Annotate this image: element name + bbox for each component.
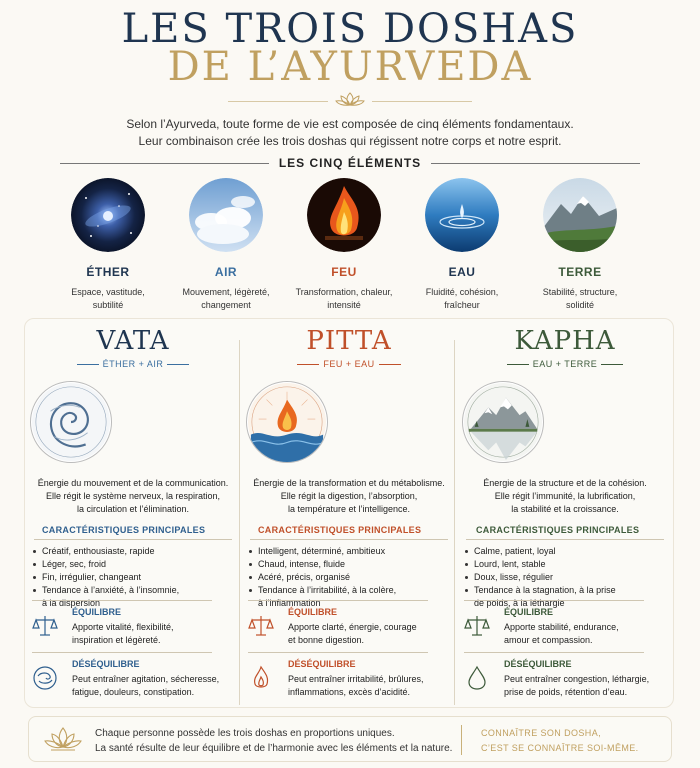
footer-text: [95, 726, 452, 756]
dosha-intro: [246, 477, 452, 516]
lotus-icon: [43, 725, 83, 753]
imbalance-line: Peut entraîner irritabilité, brûlures,: [288, 674, 424, 684]
dosha-intro-line: Elle régit le système nerveux, la respiration,: [45, 491, 221, 501]
dosha-name: PITTA: [306, 326, 392, 356]
dosha-name: VATA: [96, 326, 170, 356]
intro-line-2: Leur combinaison crée les trois doshas qui régissent notre corps et notre esprit.: [138, 134, 562, 148]
element-name: TERRE: [558, 265, 602, 279]
balance-title: ÉQUILIBRE: [288, 607, 338, 617]
characteristics-title: CARACTÉRISTIQUES PRINCIPALES: [42, 525, 206, 535]
balance-text: [72, 621, 222, 647]
list-item: Créatif, enthousiaste, rapide: [30, 545, 236, 558]
dosha-intro-line: Elle régit la digestion, l’absorption,: [280, 491, 418, 501]
list-item: Tendance à la stagnation, à la prise: [462, 584, 668, 597]
balance-text: [504, 621, 654, 647]
water-drop-icon: [425, 178, 499, 252]
imbalance-line: inflammations, excès d’acidité.: [288, 687, 411, 697]
list-item: Lourd, lent, stable: [462, 558, 668, 571]
element-desc: [400, 286, 524, 312]
characteristics-title: CARACTÉRISTIQUES PRINCIPALES: [476, 525, 640, 535]
dosha-name: KAPHA: [514, 326, 616, 356]
element-desc-line: Stabilité, structure,: [542, 287, 618, 297]
imbalance-text: [288, 673, 438, 699]
scale-icon: [464, 613, 490, 639]
element-desc-line: Fluidité, cohésion,: [425, 287, 499, 297]
footer-banner: [28, 716, 672, 762]
list-item: Doux, lisse, régulier: [462, 571, 668, 584]
balance-line: Apporte stabilité, endurance,: [504, 622, 619, 632]
element-water: [400, 178, 524, 312]
column-divider: [454, 340, 455, 705]
air-clouds-icon: [189, 178, 263, 252]
imbalance-title: DÉSÉQUILIBRE: [504, 659, 572, 669]
element-desc: [164, 286, 288, 312]
imbalance-line: Peut entraîner agitation, sécheresse,: [72, 674, 220, 684]
dosha-intro-line: Énergie de la transformation et du métabolisme.: [253, 478, 445, 488]
element-fire: [282, 178, 406, 312]
footer-line: Chaque personne possède les trois doshas en proportions uniques.: [95, 728, 395, 739]
imbalance-line: prise de poids, rétention d’eau.: [504, 687, 628, 697]
footer-line: La santé résulte de leur équilibre et de l’harmonie avec les éléments et la nature.: [95, 743, 453, 754]
kapha-balance: [464, 600, 644, 650]
dosha-intro-line: Énergie de la structure et de la cohésion.: [483, 478, 647, 488]
flame-water-icon: [246, 381, 328, 463]
title-divider-left: [228, 101, 328, 102]
list-item-continuation: à la dispersion: [42, 598, 101, 608]
scale-icon: [248, 613, 274, 639]
balance-title: ÉQUILIBRE: [504, 607, 554, 617]
column-divider: [239, 340, 240, 705]
elements-section-header: [60, 156, 640, 170]
balance-line: amour et compassion.: [504, 635, 593, 645]
pitta-balance: [248, 600, 428, 650]
dosha-intro-line: la circulation et l’élimination.: [76, 504, 190, 514]
water-drop-outline-icon: [464, 665, 490, 691]
element-name: ÉTHER: [86, 265, 130, 279]
list-item-continuation: à l’inflammation: [258, 598, 321, 608]
page-title-line2: DE L’AYURVEDA: [167, 44, 533, 90]
list-item: Intelligent, déterminé, ambitieux: [246, 545, 452, 558]
page-title-line1: LES TROIS DOSHAS: [121, 6, 579, 52]
element-desc-line: intensité: [327, 300, 361, 310]
dosha-elements-label: FEU + EAU: [323, 359, 375, 369]
element-desc: [518, 286, 642, 312]
dosha-intro-line: la température et l’intelligence.: [287, 504, 411, 514]
divider: [34, 539, 232, 540]
dosha-vata: [30, 326, 236, 610]
kapha-imbalance: [464, 652, 650, 706]
imbalance-title: DÉSÉQUILIBRE: [72, 659, 140, 669]
ether-galaxy-icon: [71, 178, 145, 252]
element-desc-line: solidité: [565, 300, 594, 310]
list-item: Tendance à l’irritabilité, à la colère,: [246, 584, 452, 597]
list-item: Léger, sec, froid: [30, 558, 236, 571]
dosha-intro-line: la stabilité et la croissance.: [511, 504, 619, 514]
dosha-elements: [246, 359, 452, 371]
footer-tagline: [481, 726, 639, 756]
elements-section-title: LES CINQ ÉLÉMENTS: [269, 156, 431, 170]
divider: [250, 539, 448, 540]
lotus-icon: [332, 91, 368, 107]
element-desc-line: fraîcheur: [444, 300, 480, 310]
characteristics-title: CARACTÉRISTIQUES PRINCIPALES: [258, 525, 422, 535]
dosha-pitta: [246, 326, 452, 610]
imbalance-text: [72, 673, 222, 699]
elements-row: [40, 178, 660, 308]
scale-icon: [32, 613, 58, 639]
dosha-elements: [30, 359, 236, 371]
imbalance-line: Peut entraîner congestion, léthargie,: [504, 674, 650, 684]
element-desc-line: Espace, vastitude,: [71, 287, 145, 297]
fire-flame-icon: [307, 178, 381, 252]
element-air: [164, 178, 288, 312]
element-ether: [46, 178, 170, 312]
footer-separator: [461, 725, 462, 755]
intro-line-1: Selon l’Ayurveda, toute forme de vie est composée de cinq éléments fondamentaux.: [126, 117, 574, 131]
balance-line: et bonne digestion.: [288, 635, 365, 645]
balance-line: Apporte clarté, énergie, courage: [288, 622, 417, 632]
imbalance-text: [504, 673, 654, 699]
element-desc: [46, 286, 170, 312]
dosha-elements-label: ÉTHER + AIR: [102, 359, 164, 369]
element-name: AIR: [214, 265, 238, 279]
vata-balance: [32, 600, 212, 650]
pitta-imbalance: [248, 652, 428, 706]
balance-text: [288, 621, 438, 647]
balance-line: Apporte vitalité, flexibilité,: [72, 622, 174, 632]
intro-text: [0, 116, 700, 150]
element-name: FEU: [331, 265, 357, 279]
element-desc-line: subtilité: [92, 300, 124, 310]
dosha-elements-label: EAU + TERRE: [532, 359, 598, 369]
flame-icon: [248, 665, 274, 691]
list-item: Chaud, intense, fluide: [246, 558, 452, 571]
wind-swirl-icon: [32, 665, 58, 691]
balance-title: ÉQUILIBRE: [72, 607, 122, 617]
dosha-intro-line: Énergie du mouvement et de la communication.: [37, 478, 229, 488]
element-desc-line: Transformation, chaleur,: [295, 287, 393, 297]
vata-imbalance: [32, 652, 220, 706]
earth-mountain-icon: [543, 178, 617, 252]
list-item: Tendance à l’anxiété, à l’insomnie,: [30, 584, 236, 597]
element-desc-line: changement: [201, 300, 251, 310]
element-name: EAU: [448, 265, 476, 279]
imbalance-line: fatigue, douleurs, constipation.: [72, 687, 195, 697]
dosha-intro-line: Elle régit l’immunité, la lubrification,: [494, 491, 636, 501]
element-desc-line: Mouvement, légèreté,: [182, 287, 270, 297]
element-earth: [518, 178, 642, 312]
tagline-line: CONNAÎTRE SON DOSHA,: [481, 728, 602, 738]
imbalance-title: DÉSÉQUILIBRE: [288, 659, 356, 669]
dosha-intro: [30, 477, 236, 516]
divider: [466, 539, 664, 540]
title-divider-right: [372, 101, 472, 102]
list-item: Acéré, précis, organisé: [246, 571, 452, 584]
list-item: Calme, patient, loyal: [462, 545, 668, 558]
list-item-continuation: de poids, à la léthargie: [474, 598, 565, 608]
mountain-lake-icon: [462, 381, 544, 463]
dosha-elements: [462, 359, 668, 371]
dosha-kapha: [462, 326, 668, 610]
list-item: Fin, irrégulier, changeant: [30, 571, 236, 584]
tagline-line: C’EST SE CONNAÎTRE SOI-MÊME.: [481, 743, 639, 753]
spiral-wind-icon: [30, 381, 112, 463]
dosha-intro: [462, 477, 668, 516]
element-desc: [282, 286, 406, 312]
balance-line: inspiration et légèreté.: [72, 635, 161, 645]
